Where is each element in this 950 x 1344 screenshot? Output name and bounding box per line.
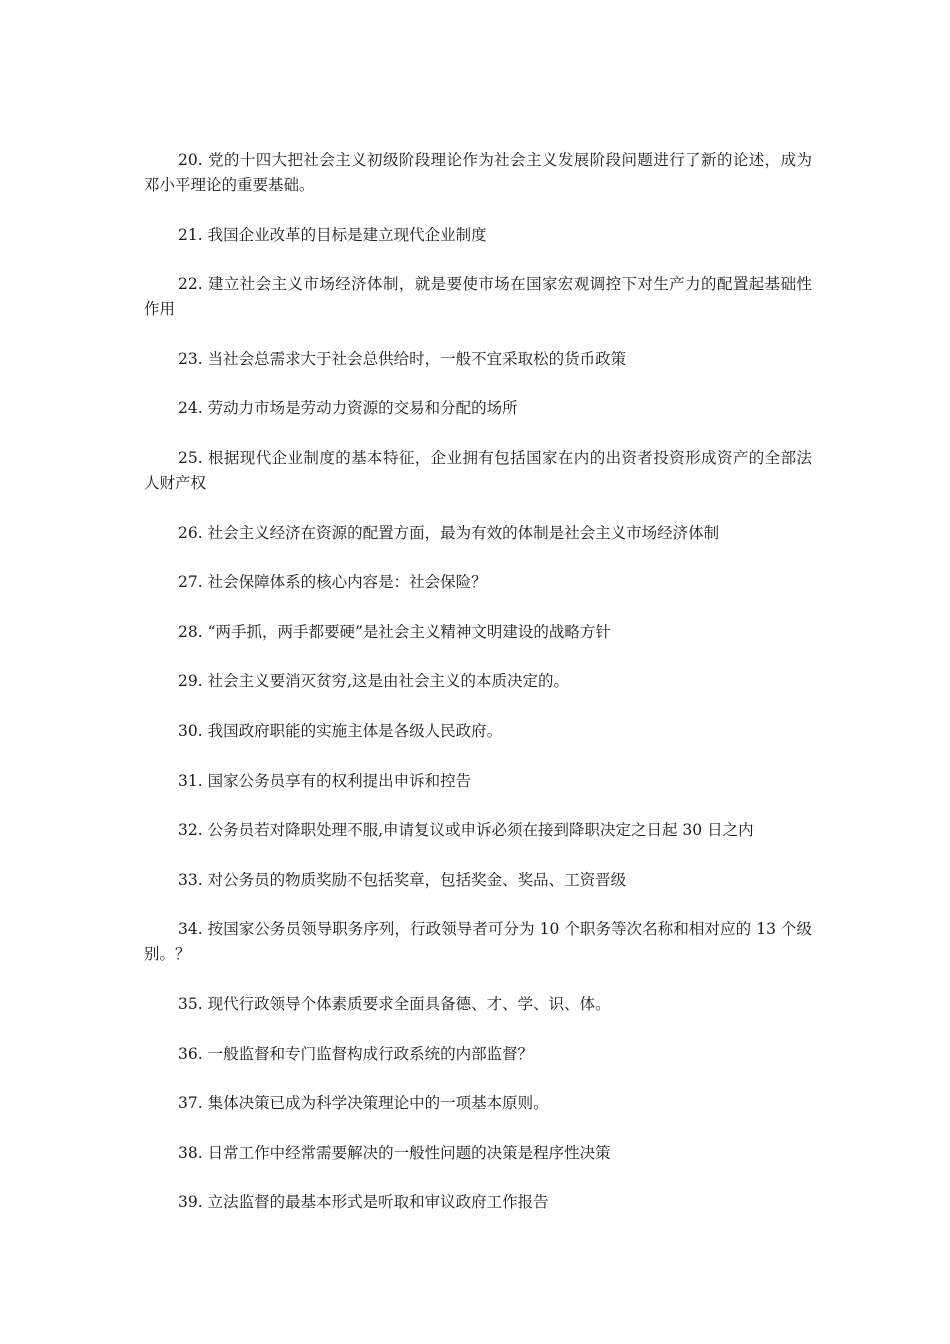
statement-23: 23. 当社会总需求大于社会总供给时，一般不宜采取松的货币政策 <box>178 349 627 368</box>
statement-36: 36. 一般监督和专门监督构成行政系统的内部监督？ <box>178 1044 534 1063</box>
statement-27: 27. 社会保障体系的核心内容是：社会保险？ <box>178 573 487 592</box>
statement-22: 22. 建立社会主义市场经济体制，就是要使市场在国家宏观调控下对生产力的配置起基础性作用 <box>144 275 812 319</box>
statement-37: 37. 集体决策已成为科学决策理论中的一项基本原则。 <box>178 1094 549 1113</box>
statement-26: 26. 社会主义经济在资源的配置方面，最为有效的体制是社会主义市场经济体制 <box>178 523 720 542</box>
statement-25: 25. 根据现代企业制度的基本特征，企业拥有包括国家在内的出资者投资形成资产的全部法人财产权 <box>144 448 812 492</box>
statement-39: 39. 立法监督的最基本形式是听取和审议政府工作报告 <box>178 1193 549 1212</box>
statement-20: 20. 党的十四大把社会主义初级阶段理论作为社会主义发展阶段问题进行了新的论述，成为邓小平理论的重要基础。 <box>144 151 812 194</box>
statement-30: 30. 我国政府职能的实施主体是各级人民政府。 <box>178 721 503 740</box>
statement-31: 31. 国家公务员享有的权利提出申诉和控告 <box>178 771 472 790</box>
statement-35: 35. 现代行政领导个体素质要求全面具备德、才、学、识、体。 <box>178 994 611 1013</box>
statement-28: 28. “两手抓，两手都要硬”是社会主义精神文明建设的战略方针 <box>178 622 611 641</box>
statement-24: 24. 劳动力市场是劳动力资源的交易和分配的场所 <box>178 399 518 418</box>
statement-33: 33. 对公务员的物质奖励不包括奖章，包括奖金、奖品、工资晋级 <box>178 870 627 889</box>
statement-38: 38. 日常工作中经常需要解决的一般性问题的决策是程序性决策 <box>178 1143 611 1162</box>
statement-32: 32. 公务员若对降职处理不服,申请复议或申诉必须在接到降职决定之日起 30 日之内 <box>178 821 754 840</box>
document-body <box>144 148 812 1240</box>
statement-21: 21. 我国企业改革的目标是建立现代企业制度 <box>178 225 487 244</box>
statement-34: 34. 按国家公务员领导职务序列，行政领导者可分为 10 个职务等次名称和相对应的 13 个级别。？ <box>144 920 812 964</box>
statement-29: 29. 社会主义要消灭贫穷,这是由社会主义的本质决定的。 <box>178 672 570 691</box>
